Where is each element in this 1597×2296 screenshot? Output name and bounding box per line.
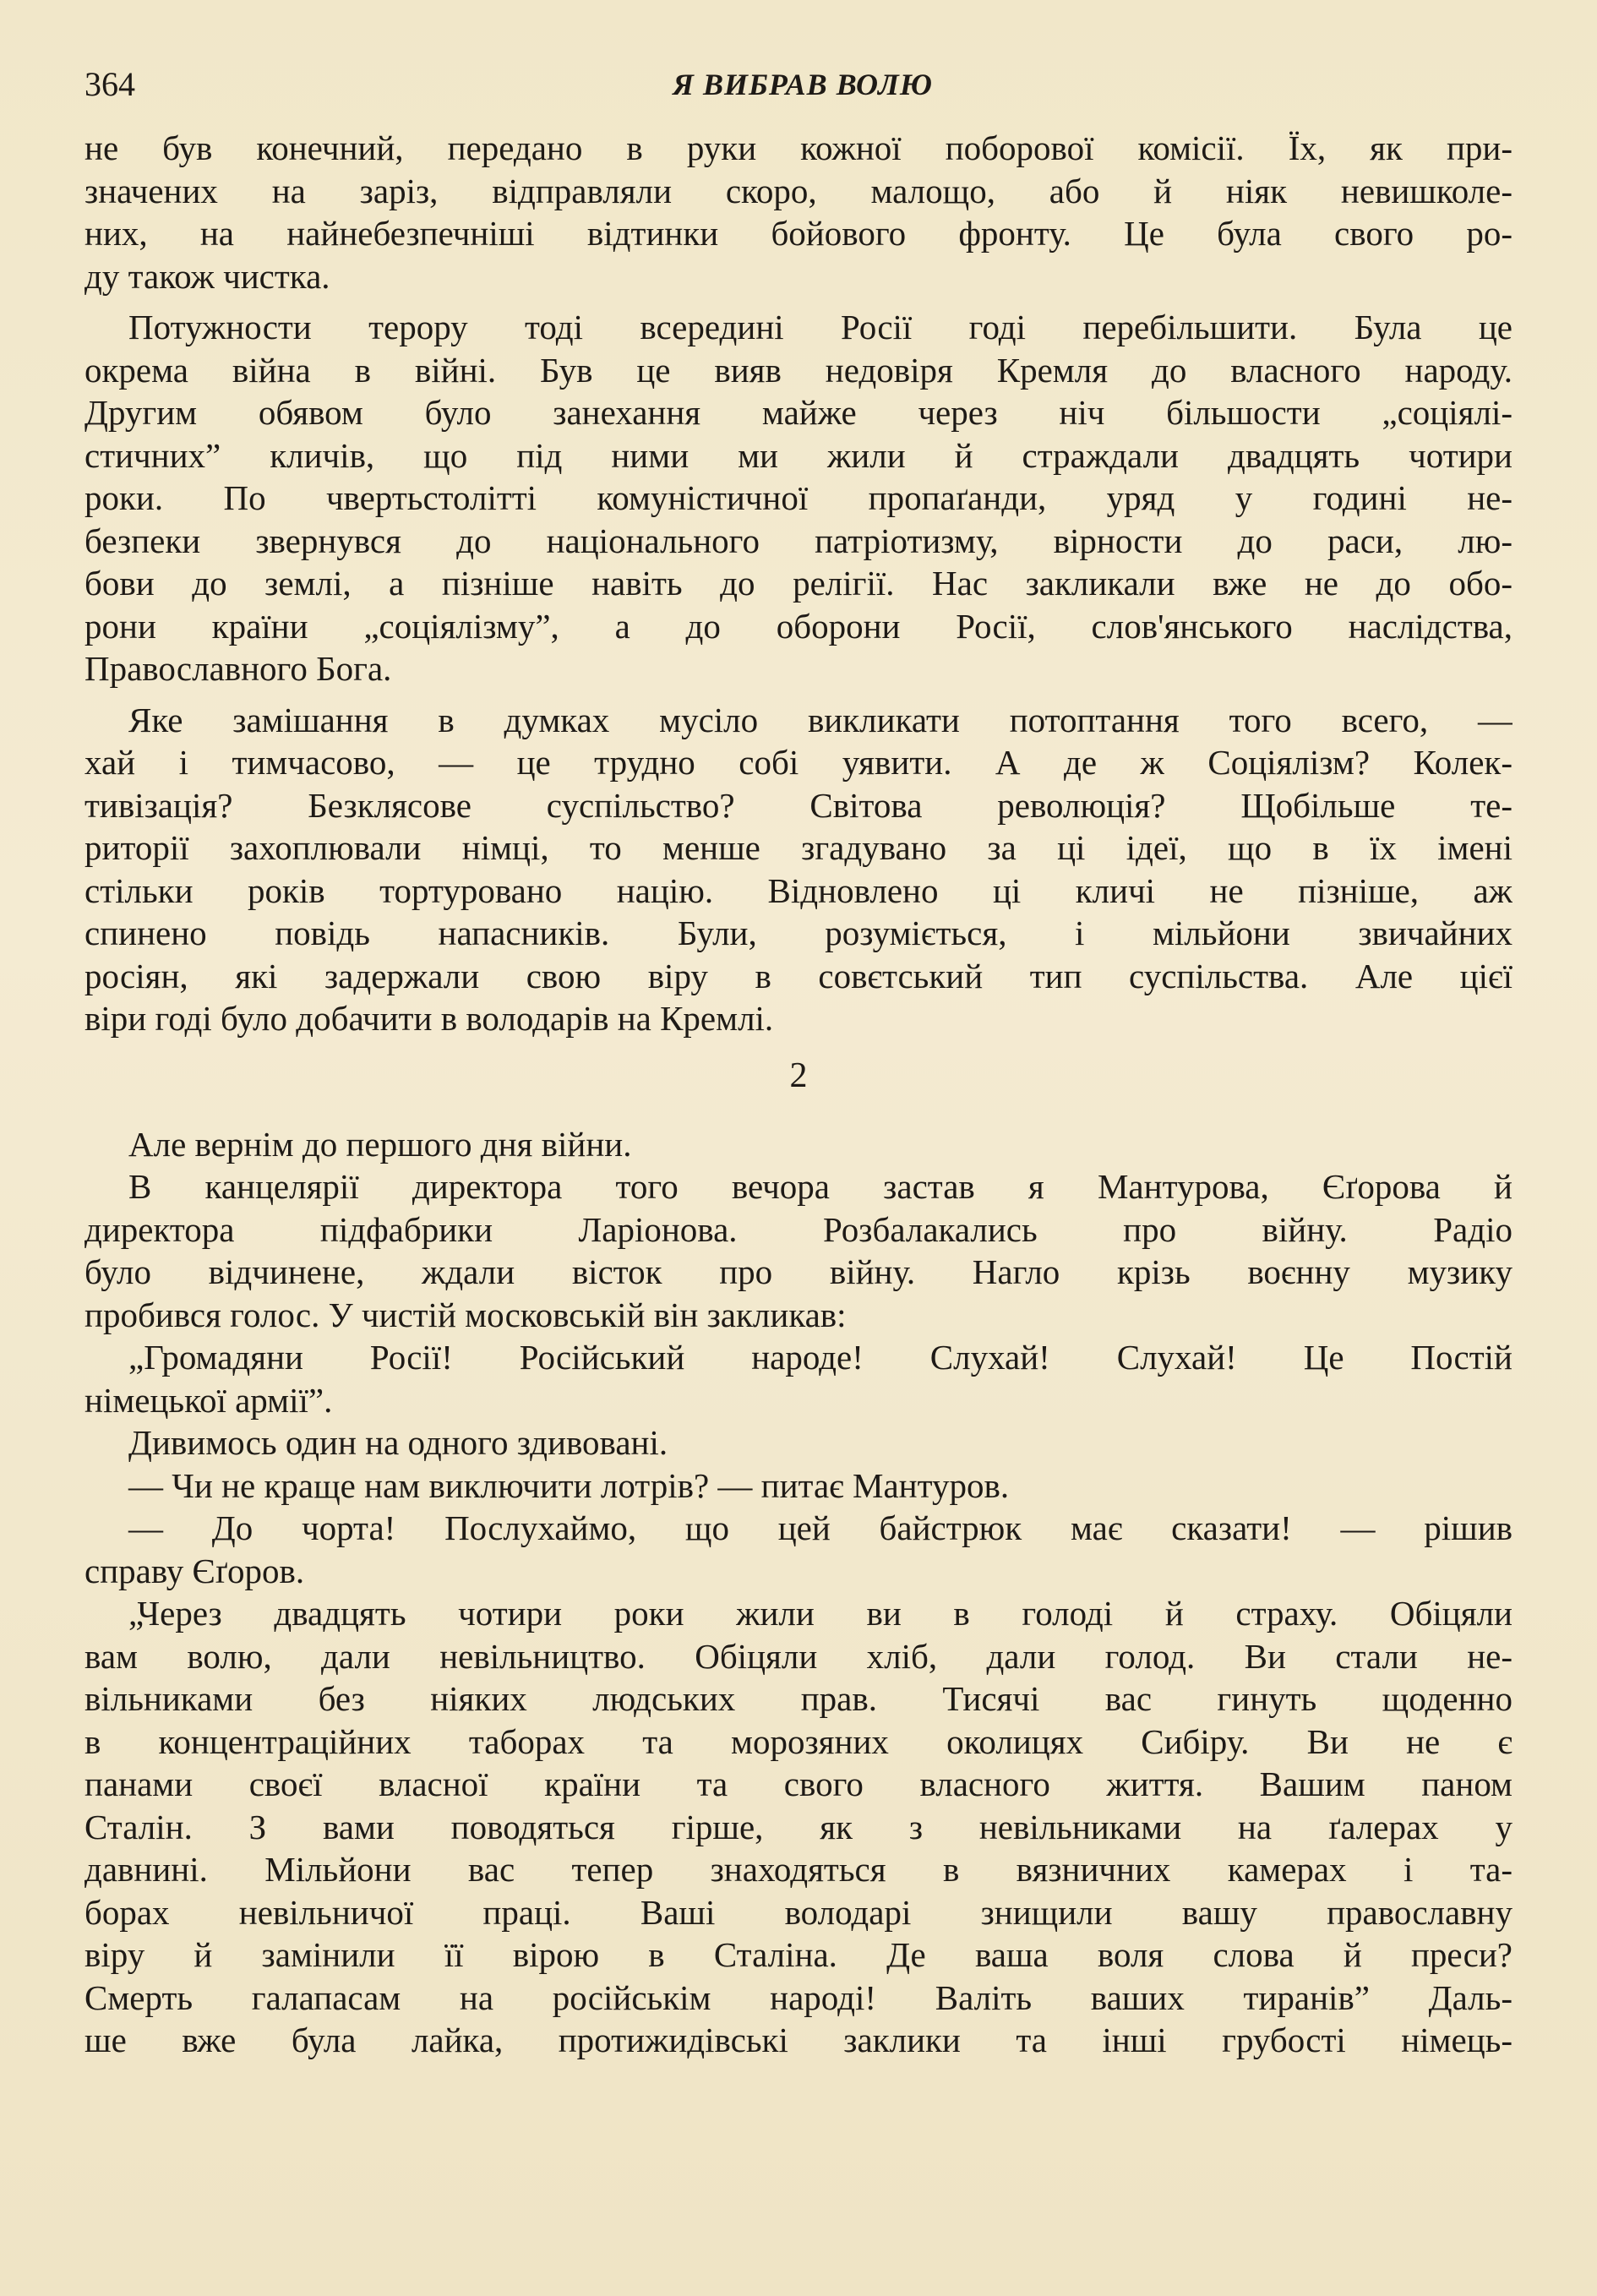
paragraph-gap — [84, 690, 1513, 699]
text-line: значених на заріз, відправляли скоро, малощо, або й ніяк невишколе- — [84, 171, 1513, 210]
text-line: директора підфабрики Ларіонова. Розбалакались про війну. Радіо — [84, 1209, 1513, 1249]
text-line: безпеки звернувся до національного патріотизму, вірности до раси, лю- — [84, 521, 1513, 560]
text-line: хай і тимчасово, — це трудно собі уявити. А де ж Соціялізм? Колек- — [84, 743, 1513, 782]
text-line: роки. По чвертьстолітті комуністичної пропаґанди, уряд у годині не- — [84, 478, 1513, 517]
text-line: вільниками без ніяких людських прав. Тисячі вас гинуть щоденно — [84, 1679, 1513, 1718]
text-line: тивізація? Безклясове суспільство? Світова революція? Щобільше те- — [84, 785, 1513, 825]
text-line: бови до землі, а пізніше навіть до релігії. Нас закликали вже не до обо- — [84, 564, 1513, 603]
text-line: ше вже була лайка, протижидівські заклики та інші грубості німець- — [84, 2021, 1513, 2059]
text-line: стичних” кличів, що під ними ми жили й страждали двадцять чотири — [84, 435, 1513, 475]
text-line: вам волю, дали невільництво. Обіцяли хліб, дали голод. Ви стали не- — [84, 1636, 1513, 1676]
text-line: „Через двадцять чотири роки жили ви в голоді й страху. Обіцяли — [128, 1594, 1513, 1633]
text-line: Дивимось один на одного здивовані. — [128, 1423, 668, 1462]
text-line: них, на найнебезпечніші відтинки бойового фронту. Це була свого ро- — [84, 214, 1513, 253]
text-line: окрема війна в війні. Був це вияв недовіря Кремля до власного народу. — [84, 350, 1513, 390]
text-line: Смерть галапасам на російськім народі! Валіть ваших тиранів” Даль- — [84, 1977, 1513, 2017]
text-line: віру й замінили її вірою в Сталіна. Де ваша воля слова й преси? — [84, 1935, 1513, 1974]
text-line: Другим обявом було занехання майже через ніч більшости „соціялі- — [84, 393, 1513, 432]
text-line: спинено повідь напасників. Були, розуміється, і мільйони звичайних — [84, 913, 1513, 952]
text-line: панами своєї власної країни та свого власного життя. Вашим паном — [84, 1764, 1513, 1803]
text-line: пробився голос. У чистій московській він закликав: — [84, 1295, 847, 1334]
text-line: Православного Бога. — [84, 649, 392, 688]
text-line: Яке замішання в думках мусіло викликати потоптання того всего, — — [128, 700, 1513, 739]
text-line: рони країни „соціялізму”, а до оборони Росії, слов'янського наслідства, — [84, 606, 1513, 646]
text-line: німецької армії”. — [84, 1380, 333, 1420]
body-text — [84, 127, 1513, 2062]
text-line: було відчинене, ждали вісток про війну. Нагло крізь воєнну музику — [84, 1252, 1513, 1291]
text-line: в концентраційних таборах та морозяних околицях Сибіру. Ви не є — [84, 1721, 1513, 1761]
text-line: росіян, які задержали свою віру в совєтський тип суспільства. Але цієї — [84, 956, 1513, 995]
text-line: борах невільничої праці. Ваші володарі знищили вашу православну — [84, 1892, 1513, 1932]
text-line: справу Єґоров. — [84, 1551, 305, 1590]
text-line: „Громадяни Росії! Російський народе! Слухай! Слухай! Це Постій — [128, 1338, 1513, 1377]
text-line: не був конечний, передано в руки кожної поборової комісії. Їх, як при- — [84, 128, 1513, 167]
text-line: Потужности терору тоді всередині Росії годі перебільшити. Була це — [128, 308, 1513, 346]
text-line: — До чорта! Послухаймо, що цей байстрюк має сказати! — рішив — [128, 1508, 1513, 1547]
text-line: давнині. Мільйони вас тепер знаходяться в вязничних камерах і та- — [84, 1850, 1513, 1889]
text-line: віри годі було добачити в володарів на Кремлі. — [84, 999, 774, 1038]
text-line: В канцелярії директора того вечора застав я Мантурова, Єґорова й — [128, 1167, 1513, 1206]
text-line: стільки років тортуровано націю. Відновлено ці кличі не пізніше, аж — [84, 870, 1513, 910]
running-title: Я ВИБРАВ ВОЛЮ — [673, 68, 933, 101]
page-number: 364 — [84, 65, 135, 103]
text-line: — Чи не краще нам виключити лотрів? — питає Мантуров. — [128, 1465, 1010, 1505]
text-line: Сталін. З вами поводяться гірше, як з невільниками на ґалерах у — [84, 1807, 1513, 1846]
text-line: риторії захоплювали німці, то менше згадувано за ці ідеї, що в їх імені — [84, 828, 1513, 867]
page-header — [84, 59, 1521, 110]
text-line: Але вернім до першого дня війни. — [128, 1124, 632, 1164]
paragraph-gap — [84, 297, 1513, 306]
text-line: ду також чистка. — [84, 256, 330, 296]
section-number: 2 — [789, 1055, 808, 1095]
